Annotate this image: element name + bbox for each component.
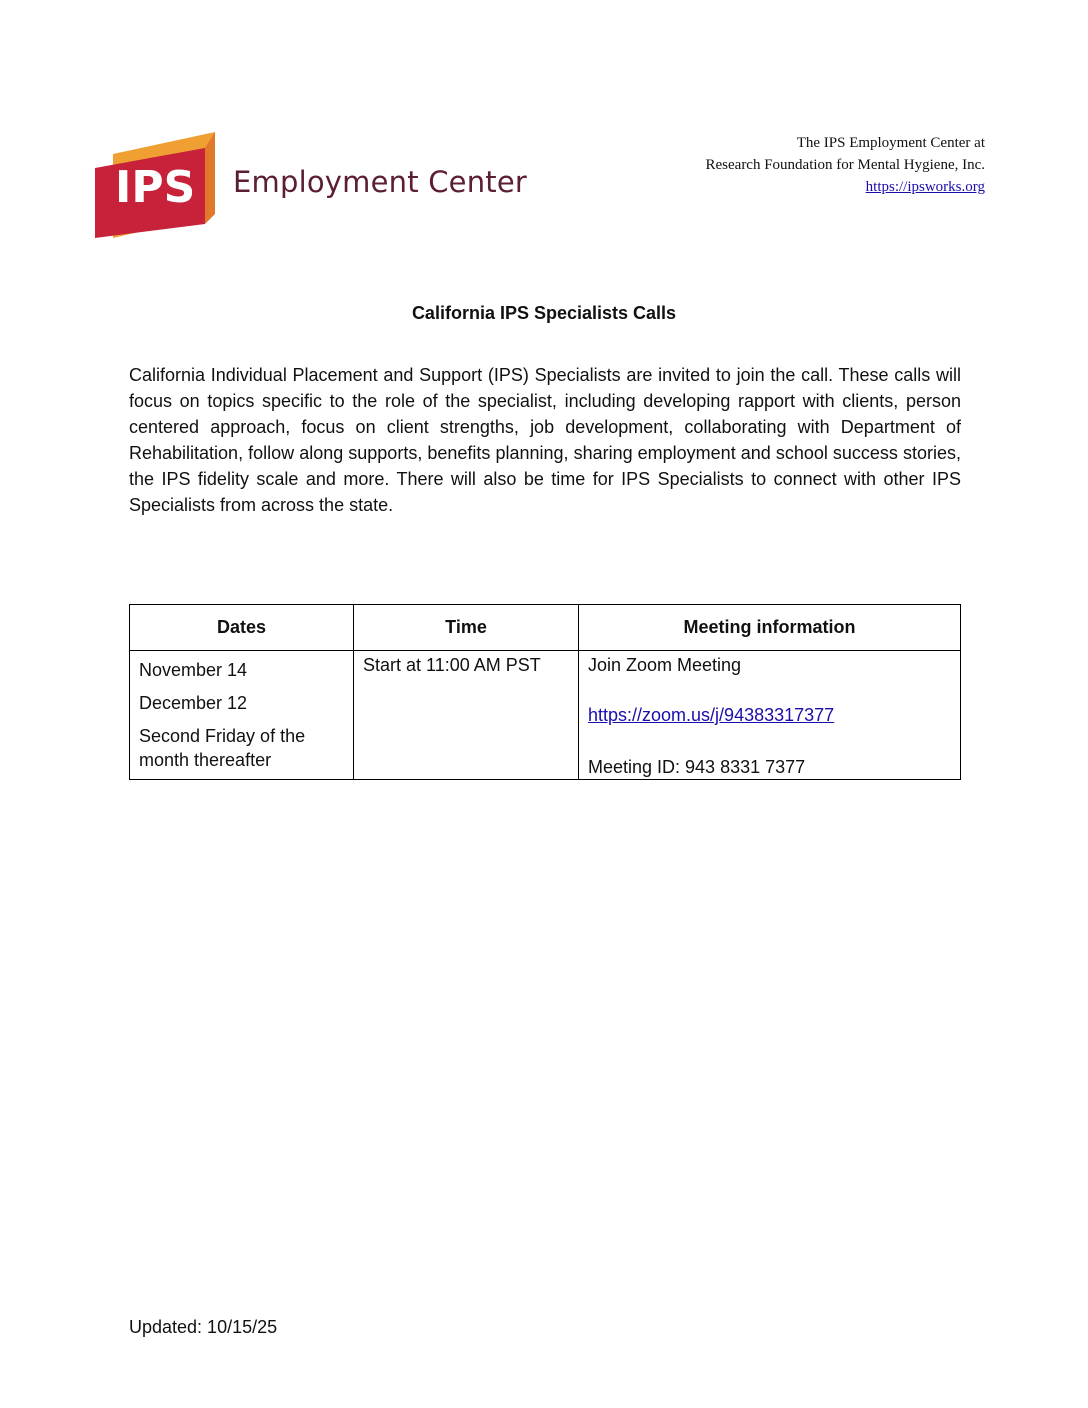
- date-december: December 12: [139, 693, 248, 713]
- meeting-cell: [579, 651, 961, 780]
- table-header-row: [130, 605, 961, 651]
- meeting-title: Join Zoom Meeting: [588, 655, 742, 675]
- meeting-id: Meeting ID: 943 8331 7377: [588, 757, 806, 777]
- org-line-2: Research Foundation for Mental Hygiene, Inc.: [705, 157, 985, 173]
- header-time: Time: [354, 605, 579, 651]
- page-title: California IPS Specialists Calls: [411, 303, 677, 323]
- time-cell: Start at 11:00 AM PST: [354, 651, 579, 780]
- zoom-meeting-link[interactable]: https://zoom.us/j/94383317377: [588, 705, 835, 725]
- dates-cell: [130, 651, 354, 780]
- organization-block: [706, 132, 986, 198]
- schedule-table: [129, 604, 961, 780]
- updated-date: Updated: 10/15/25: [129, 1317, 278, 1337]
- logo-mark-text: IPS: [115, 162, 196, 213]
- date-november: November 14: [139, 660, 248, 680]
- table-row: [130, 651, 961, 780]
- org-website-link[interactable]: https://ipsworks.org: [865, 179, 985, 195]
- header-meeting-information: Meeting information: [579, 605, 961, 651]
- org-line-1: The IPS Employment Center at: [796, 135, 985, 151]
- logo-wordmark: Employment Center: [233, 165, 528, 199]
- date-recurring: Second Friday of the month thereafter: [139, 726, 306, 770]
- header-dates: Dates: [130, 605, 354, 651]
- intro-paragraph: California Individual Placement and Support (IPS) Specialists are invited to join the call. These calls will focus on topics specific to the role of the specialist, including developing rapport with clients, person centered approach, focus on client strengths, job development, collaborating with Department of Rehabilitation, follow along supports, benefits planning, sharing employment and school success stories, the IPS fidelity scale and more. There will also be time for IPS Specialists to connect with other IPS Specialists from across the state.: [129, 365, 961, 515]
